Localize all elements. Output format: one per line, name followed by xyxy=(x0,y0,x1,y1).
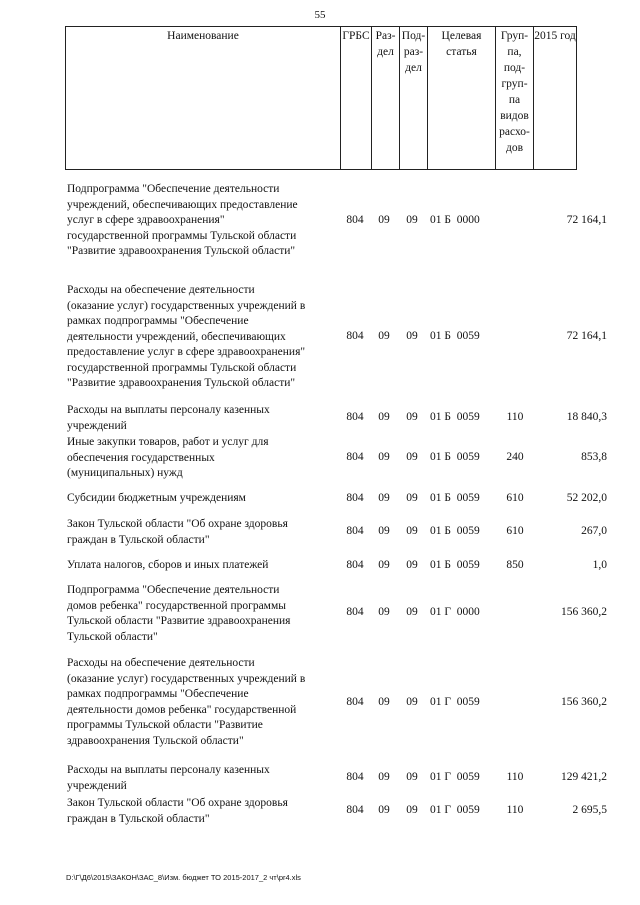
header-name: Наименование xyxy=(167,30,239,42)
row-razdel: 09 xyxy=(378,411,390,423)
page-number: 55 xyxy=(314,9,326,21)
row-amount: 18 840,3 xyxy=(566,411,607,423)
row-razdel: 09 xyxy=(378,804,390,816)
row-razdel: 09 xyxy=(378,696,390,708)
row-podrazdel: 09 xyxy=(406,214,418,226)
row-name: Закон Тульской области "Об охране здоровья граждан в Тульской области" xyxy=(67,518,288,546)
row-target-article: 01 Г 0059 xyxy=(430,804,480,816)
row-podrazdel: 09 xyxy=(406,606,418,618)
row-podrazdel: 09 xyxy=(406,451,418,463)
header-grbs: ГРБС xyxy=(340,27,371,169)
row-name: Иные закупки товаров, работ и услуг для обеспечения государственных (муниципальных) нужд xyxy=(67,436,269,479)
row-podrazdel: 09 xyxy=(406,525,418,537)
row-expense-type: 110 xyxy=(506,771,524,783)
row-name: Расходы на выплаты персоналу казенных учреждений xyxy=(67,404,270,432)
header-target-article: Целевая статья xyxy=(427,27,495,169)
row-amount: 156 360,2 xyxy=(561,696,607,708)
row-target-article: 01 Г 0000 xyxy=(430,606,480,618)
row-grbs: 804 xyxy=(346,451,364,463)
row-razdel: 09 xyxy=(378,771,390,783)
row-name: Подпрограмма "Обеспечение деятельности домов ребенка" государственной программы Тульской области "Развитие здравоохранения Тульской области" xyxy=(67,584,291,643)
row-grbs: 804 xyxy=(346,771,364,783)
row-expense-type: 110 xyxy=(506,804,524,816)
row-grbs: 804 xyxy=(346,525,364,537)
row-amount: 72 164,1 xyxy=(566,214,607,226)
row-target-article: 01 Г 0059 xyxy=(430,696,480,708)
row-razdel: 09 xyxy=(378,451,390,463)
row-podrazdel: 09 xyxy=(406,559,418,571)
row-grbs: 804 xyxy=(346,804,364,816)
row-grbs: 804 xyxy=(346,330,364,342)
row-amount: 129 421,2 xyxy=(561,771,607,783)
row-podrazdel: 09 xyxy=(406,771,418,783)
row-grbs: 804 xyxy=(346,411,364,423)
row-amount: 2 695,5 xyxy=(572,804,607,816)
row-razdel: 09 xyxy=(378,214,390,226)
row-podrazdel: 09 xyxy=(406,696,418,708)
header-razdel: Раз- дел xyxy=(371,27,399,169)
row-razdel: 09 xyxy=(378,525,390,537)
row-expense-type: 850 xyxy=(506,559,524,571)
row-expense-type: 240 xyxy=(506,451,524,463)
row-target-article: 01 Б 0059 xyxy=(430,330,480,342)
row-razdel: 09 xyxy=(378,606,390,618)
row-target-article: 01 Б 0059 xyxy=(430,451,480,463)
row-target-article: 01 Б 0059 xyxy=(430,411,480,423)
row-razdel: 09 xyxy=(378,330,390,342)
row-name: Расходы на выплаты персоналу казенных учреждений xyxy=(67,764,270,792)
row-podrazdel: 09 xyxy=(406,411,418,423)
row-grbs: 804 xyxy=(346,559,364,571)
row-grbs: 804 xyxy=(346,606,364,618)
row-amount: 267,0 xyxy=(581,525,607,537)
row-target-article: 01 Б 0059 xyxy=(430,525,480,537)
row-expense-type: 110 xyxy=(506,411,524,423)
row-expense-type: 610 xyxy=(506,492,524,504)
row-amount: 156 360,2 xyxy=(561,606,607,618)
header-year-2015: 2015 год xyxy=(533,27,576,169)
row-grbs: 804 xyxy=(346,696,364,708)
row-target-article: 01 Б 0059 xyxy=(430,492,480,504)
row-grbs: 804 xyxy=(346,214,364,226)
row-name: Подпрограмма "Обеспечение деятельности учреждений, обеспечивающих предоставление услуг в сфере здравоохранения" государственной программы Тульской области "Развитие здравоохранения Тульской области" xyxy=(67,183,298,257)
row-name: Уплата налогов, сборов и иных платежей xyxy=(67,559,269,571)
row-razdel: 09 xyxy=(378,492,390,504)
row-amount: 853,8 xyxy=(581,451,607,463)
row-grbs: 804 xyxy=(346,492,364,504)
row-expense-type: 610 xyxy=(506,525,524,537)
row-name: Расходы на обеспечение деятельности (оказание услуг) государственных учреждений в рамках подпрограммы "Обеспечение деятельности учреждений, обеспечивающих предоставление услуг в сфере здравоохранения" государственной программы Тульской области "Развитие здравоохранения Тульской области" xyxy=(67,284,306,389)
row-podrazdel: 09 xyxy=(406,492,418,504)
row-name: Субсидии бюджетным учреждениям xyxy=(67,492,246,504)
row-target-article: 01 Г 0059 xyxy=(430,771,480,783)
row-amount: 1,0 xyxy=(592,559,607,571)
header-podrazdel: Под- раз- дел xyxy=(399,27,427,169)
row-name: Закон Тульской области "Об охране здоровья граждан в Тульской области" xyxy=(67,797,288,825)
row-podrazdel: 09 xyxy=(406,330,418,342)
row-target-article: 01 Б 0059 xyxy=(430,559,480,571)
row-amount: 72 164,1 xyxy=(566,330,607,342)
row-podrazdel: 09 xyxy=(406,804,418,816)
row-razdel: 09 xyxy=(378,559,390,571)
file-path-footer: D:\Г\Д6\2015\ЗАКОН\ЗАС_8\Изм. бюджет ТО 2015-2017_2 чт\pr4.xls xyxy=(66,873,301,882)
header-expense-type: Груп- па, под- груп- па видов расхо- дов xyxy=(495,27,533,169)
row-amount: 52 202,0 xyxy=(566,492,607,504)
row-target-article: 01 Б 0000 xyxy=(430,214,480,226)
row-name: Расходы на обеспечение деятельности (оказание услуг) государственных учреждений в рамках подпрограммы "Обеспечение деятельности домов ребенка" государственной программы Тульской области "Развитие здравоохранения Тульской области" xyxy=(67,657,306,747)
